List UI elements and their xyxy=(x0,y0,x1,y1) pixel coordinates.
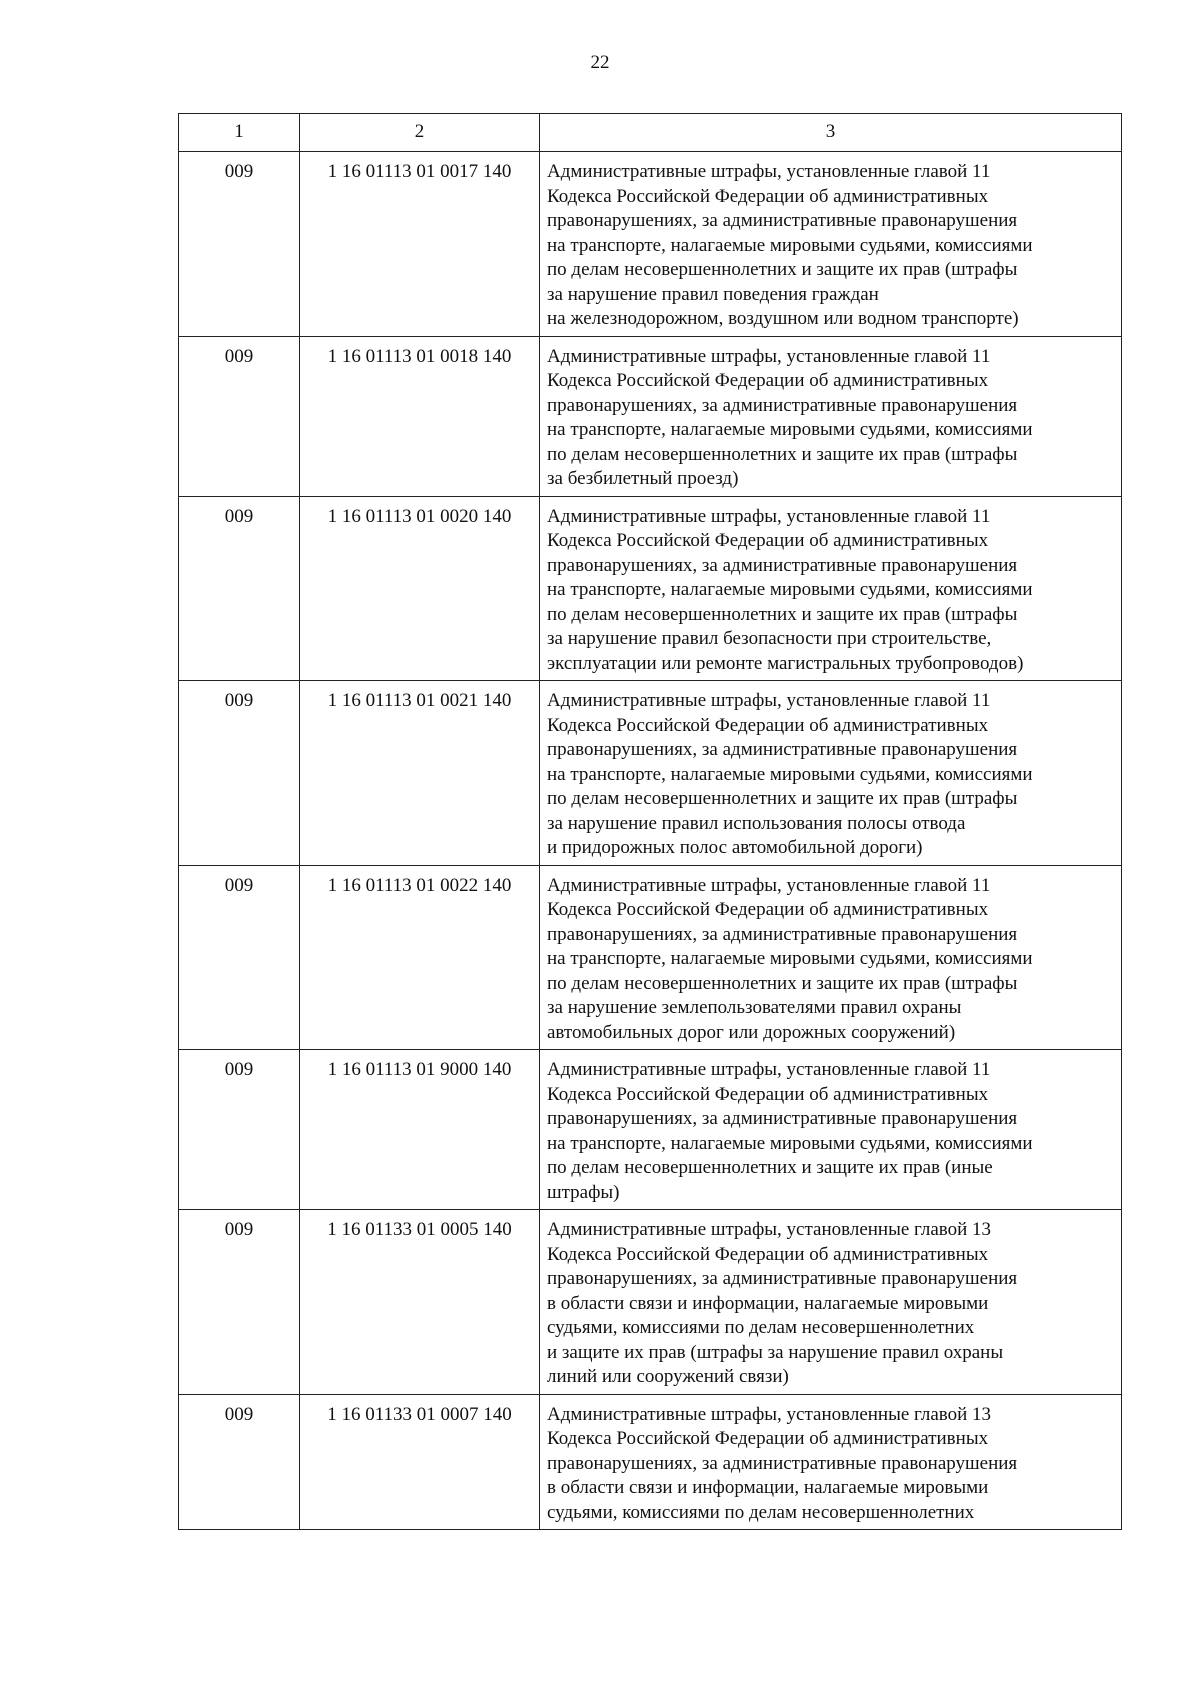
table-row xyxy=(179,496,1122,681)
description-line: Административные штрафы, установленные главой 11 xyxy=(547,345,991,367)
description-cell xyxy=(540,1394,1122,1530)
description-line: по делам несовершеннолетних и защите их прав (штрафы xyxy=(547,603,1018,625)
admin-code-cell: 009 xyxy=(179,1050,300,1210)
description-line: линий или сооружений связи) xyxy=(547,1366,789,1387)
description-line: Административные штрафы, установленные главой 11 xyxy=(547,1059,991,1080)
admin-code-cell: 009 xyxy=(179,865,300,1050)
column-header-1: 1 xyxy=(179,114,300,152)
description-cell xyxy=(540,336,1122,496)
description-line: правонарушениях, за административные правонарушения xyxy=(547,923,1018,945)
description-cell xyxy=(540,496,1122,681)
description-line: Кодекса Российской Федерации об административных xyxy=(547,1428,989,1449)
description-line: правонарушениях, за административные правонарушения xyxy=(547,1108,1018,1129)
description-line: на железнодорожном, воздушном или водном транспорте) xyxy=(547,308,1019,329)
description-line: Административные штрафы, установленные главой 11 xyxy=(547,690,991,711)
column-header-2: 2 xyxy=(300,114,540,152)
table-row xyxy=(179,1210,1122,1395)
description-line: за нарушение правил использования полосы отвода xyxy=(547,812,966,834)
description-line: Административные штрафы, установленные главой 11 xyxy=(547,505,991,527)
description-line: на транспорте, налагаемые мировыми судьями, комиссиями xyxy=(547,234,1033,256)
table-row xyxy=(179,865,1122,1050)
description-line: Кодекса Российской Федерации об административных xyxy=(547,1083,989,1105)
table-body xyxy=(179,114,1122,1530)
admin-code-cell: 009 xyxy=(179,681,300,866)
description-line: Кодекса Российской Федерации об административных xyxy=(547,370,989,391)
description-line: Кодекса Российской Федерации об административных xyxy=(547,185,989,207)
description-line: автомобильных дорог или дорожных сооружений) xyxy=(547,1021,956,1043)
description-line: Кодекса Российской Федерации об административных xyxy=(547,1243,989,1265)
description-line: Административные штрафы, установленные главой 13 xyxy=(547,1403,992,1425)
description-line: Административные штрафы, установленные главой 11 xyxy=(547,874,991,896)
budget-classification-code-cell: 1 16 01113 01 0022 140 xyxy=(300,865,540,1050)
description-line: правонарушениях, за административные правонарушения xyxy=(547,210,1018,231)
description-line: по делам несовершеннолетних и защите их прав (штрафы xyxy=(547,788,1018,809)
budget-classification-code-cell: 1 16 01113 01 0018 140 xyxy=(300,336,540,496)
description-line: Кодекса Российской Федерации об административных xyxy=(547,530,989,551)
description-line: правонарушениях, за административные правонарушения xyxy=(547,554,1018,576)
description-line: на транспорте, налагаемые мировыми судьями, комиссиями xyxy=(547,763,1033,785)
description-line: Кодекса Российской Федерации об административных xyxy=(547,714,989,736)
description-line: Административные штрафы, установленные главой 13 xyxy=(547,1219,992,1240)
budget-classification-code-cell: 1 16 01133 01 0007 140 xyxy=(300,1394,540,1530)
description-cell xyxy=(540,1210,1122,1395)
budget-classification-code-cell: 1 16 01113 01 0020 140 xyxy=(300,496,540,681)
description-line: эксплуатации или ремонте магистральных трубопроводов) xyxy=(547,652,1024,674)
description-line: в области связи и информации, налагаемые мировыми xyxy=(547,1477,989,1498)
description-line: по делам несовершеннолетних и защите их прав (штрафы xyxy=(547,443,1018,465)
description-line: в области связи и информации, налагаемые мировыми xyxy=(547,1292,989,1314)
description-line: правонарушениях, за административные правонарушения xyxy=(547,394,1018,416)
admin-code-cell: 009 xyxy=(179,152,300,337)
description-line: по делам несовершеннолетних и защите их прав (штрафы xyxy=(547,972,1018,994)
page-number: 22 xyxy=(590,52,610,73)
budget-classification-code-cell: 1 16 01113 01 9000 140 xyxy=(300,1050,540,1210)
admin-code-cell: 009 xyxy=(179,496,300,681)
budget-classification-code-cell: 1 16 01113 01 0021 140 xyxy=(300,681,540,866)
description-line: за нарушение правил поведения граждан xyxy=(547,283,879,305)
admin-code-cell: 009 xyxy=(179,1394,300,1530)
budget-classification-code-cell: 1 16 01113 01 0017 140 xyxy=(300,152,540,337)
description-line: за нарушение землепользователями правил охраны xyxy=(547,997,962,1018)
description-line: и защите их прав (штрафы за нарушение правил охраны xyxy=(547,1341,1004,1363)
description-line: Административные штрафы, установленные главой 11 xyxy=(547,161,991,182)
description-line: штрафы) xyxy=(547,1181,620,1203)
description-line: правонарушениях, за административные правонарушения xyxy=(547,739,1018,760)
table-row xyxy=(179,152,1122,337)
description-line: по делам несовершеннолетних и защите их прав (штрафы xyxy=(547,259,1018,280)
description-line: на транспорте, налагаемые мировыми судьями, комиссиями xyxy=(547,948,1033,969)
budget-classification-code-cell: 1 16 01133 01 0005 140 xyxy=(300,1210,540,1395)
table-row xyxy=(179,1050,1122,1210)
description-line: за безбилетный проезд) xyxy=(547,468,739,489)
table-row xyxy=(179,681,1122,866)
description-line: на транспорте, налагаемые мировыми судьями, комиссиями xyxy=(547,579,1033,600)
table-header-row xyxy=(179,114,1122,152)
description-line: за нарушение правил безопасности при строительстве, xyxy=(547,628,992,649)
admin-code-cell: 009 xyxy=(179,336,300,496)
column-header-3: 3 xyxy=(540,114,1122,152)
description-line: судьями, комиссиями по делам несовершеннолетних xyxy=(547,1501,975,1523)
admin-code-cell: 009 xyxy=(179,1210,300,1395)
description-line: правонарушениях, за административные правонарушения xyxy=(547,1268,1018,1289)
budget-codes-table xyxy=(178,113,1122,1530)
description-line: на транспорте, налагаемые мировыми судьями, комиссиями xyxy=(547,1132,1033,1154)
description-cell xyxy=(540,865,1122,1050)
table-row xyxy=(179,336,1122,496)
description-cell xyxy=(540,1050,1122,1210)
description-cell xyxy=(540,152,1122,337)
description-line: Кодекса Российской Федерации об административных xyxy=(547,899,989,920)
description-line: на транспорте, налагаемые мировыми судьями, комиссиями xyxy=(547,419,1033,440)
description-line: и придорожных полос автомобильной дороги) xyxy=(547,837,923,858)
description-line: по делам несовершеннолетних и защите их прав (иные xyxy=(547,1157,993,1178)
table-row xyxy=(179,1394,1122,1530)
description-line: судьями, комиссиями по делам несовершеннолетних xyxy=(547,1317,975,1338)
description-cell xyxy=(540,681,1122,866)
description-line: правонарушениях, за административные правонарушения xyxy=(547,1452,1018,1474)
